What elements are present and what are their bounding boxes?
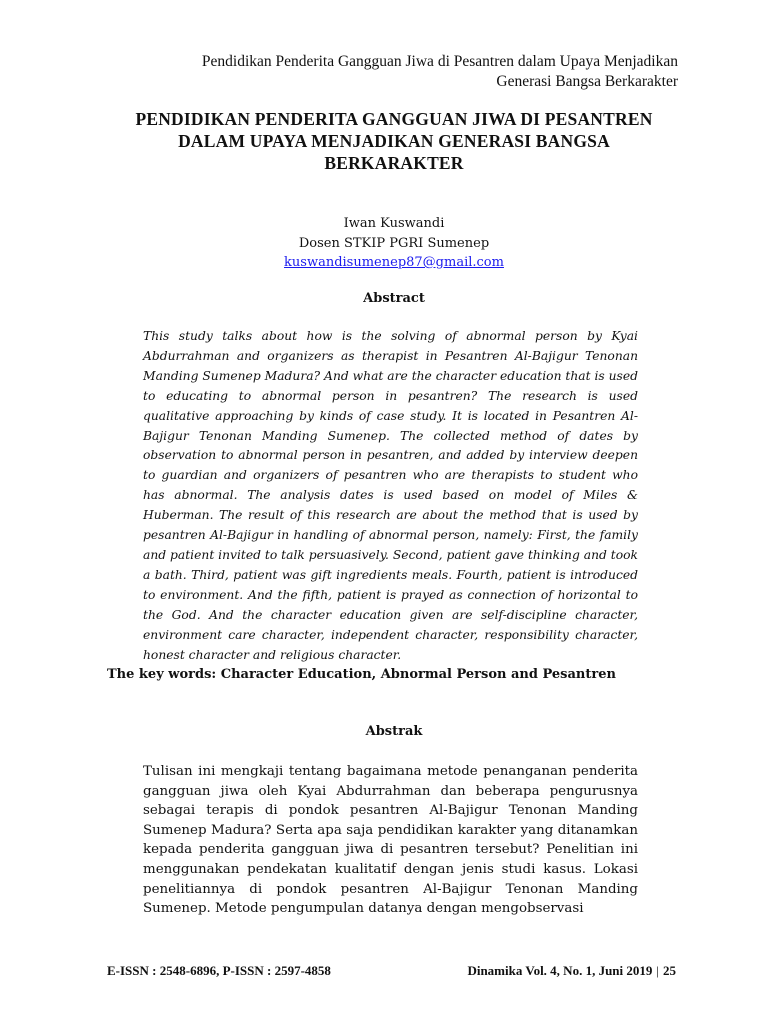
running-header-line-1: Pendidikan Penderita Gangguan Jiwa di Pesantren dalam Upaya Menjadikan bbox=[201, 53, 678, 70]
abstrak-heading: Abstrak bbox=[365, 724, 423, 739]
author-affiliation: Dosen STKIP PGRI Sumenep bbox=[298, 235, 490, 251]
footer-journal: Dinamika Vol. 4, No. 1, Juni 2019 bbox=[467, 963, 653, 978]
keywords: The key words: Character Education, Abnormal Person and Pesantren bbox=[107, 667, 616, 682]
author-email-link[interactable]: kuswandisumenep87@gmail.com bbox=[284, 255, 504, 270]
running-header-line-2: Generasi Bangsa Berkarakter bbox=[496, 73, 678, 90]
footer-issn: E-ISSN : 2548-6896, P-ISSN : 2597-4858 bbox=[107, 963, 331, 978]
title-line-3: BERKARAKTER bbox=[324, 153, 464, 173]
title-line-1: PENDIDIKAN PENDERITA GANGGUAN JIWA DI PESANTREN bbox=[135, 109, 653, 129]
title-line-2: DALAM UPAYA MENJADIKAN GENERASI BANGSA bbox=[178, 131, 610, 151]
paper-title bbox=[110, 108, 678, 174]
footer-page-number: 25 bbox=[663, 963, 676, 978]
abstract-heading: Abstract bbox=[363, 291, 425, 306]
footer-separator: | bbox=[656, 963, 659, 978]
author-block bbox=[110, 214, 678, 273]
abstract-indonesian-body: Tulisan ini mengkaji tentang bagaimana metode penanganan penderita gangguan jiwa oleh Kyai Abdurrahman dan beberapa pengurusnya sebagai terapis di pondok pesantren Al-Bajigur Tenonan Manding Sumenep Madura? Serta apa saja pendidikan karakter yang ditanamkan kepada penderita gangguan jiwa di pesantren tersebut? Penelitian ini menggunakan pendekatan kualitatif dengan jenis studi kasus. Lokasi penelitiannya di pondok pesantren Al-Bajigur Tenonan Manding Sumenep. Metode pengumpulan datanya dengan mengobservasi bbox=[143, 764, 638, 917]
running-header bbox=[118, 52, 678, 92]
author-name: Iwan Kuswandi bbox=[343, 216, 445, 231]
abstract-english-body: This study talks about how is the solving of abnormal person by Kyai Abdurrahman and organizers as therapist in Pesantren Al-Bajigur Tenonan Manding Sumenep Madura? And what are the character education that is used to educating to abnormal person in pesantren? The research is used qualitative approaching by kinds of case study. It is located in Pesantren Al-Bajigur Tenonan Manding Sumenep. The collected method of dates by observation to abnormal person in pesantren, and added by interview deepen to guardian and organizers of pesantren who are therapists to student who has abnormal. The analysis dates is used based on model of Miles & Huberman. The result of this research are about the method that is used by pesantren Al-Bajigur in handling of abnormal person, namely: First, the family and patient invited to talk persuasively. Second, patient gave thinking and took a bath. Third, patient was gift ingredients meals. Fourth, patient is introduced to environment. And the fifth, patient is prayed as connection of horizontal to the God. And the character education given are self-discipline character, environment care character, independent character, responsibility character, honest character and religious character. bbox=[143, 329, 638, 662]
footer-journal-info bbox=[467, 963, 676, 979]
